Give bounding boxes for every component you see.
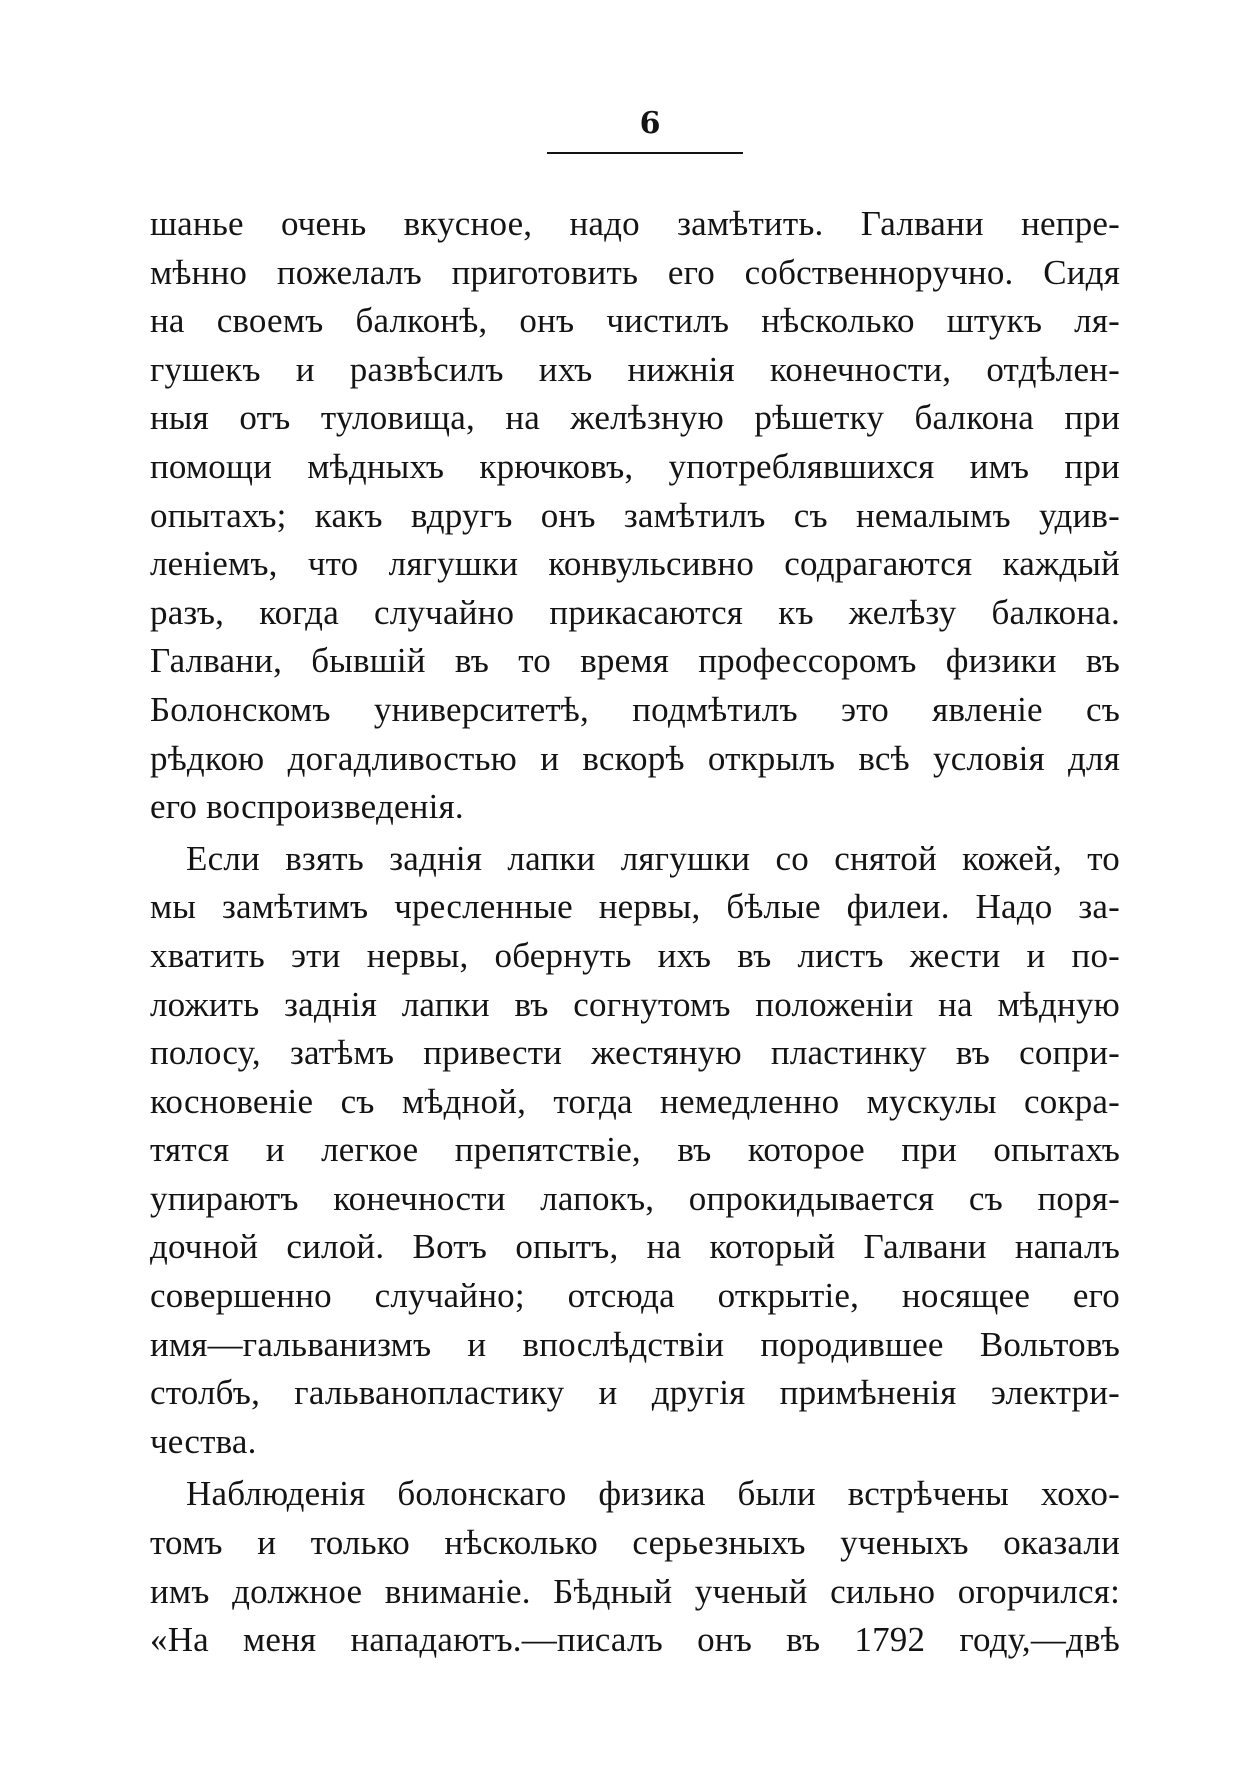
text-line: рѣдкою догадливостью и вскорѣ открылъ всѣ условія для bbox=[150, 738, 1120, 778]
text-line: чества. bbox=[150, 1421, 257, 1461]
text-line: томъ и только нѣсколько серьезныхъ ученыхъ оказали bbox=[150, 1523, 1120, 1563]
text-line: его воспроизведенія. bbox=[150, 787, 464, 827]
text-line: на своемъ балконѣ, онъ чистилъ нѣсколько штукъ ля- bbox=[150, 301, 1120, 341]
text-line: Наблюденія болонскаго физика были встрѣчены хохо- bbox=[186, 1474, 1120, 1514]
text-line: совершенно случайно; отсюда открытіе, носящее его bbox=[150, 1276, 1120, 1316]
text-line: леніемъ, что лягушки конвульсивно содрагаются каждый bbox=[150, 544, 1120, 584]
text-line: «На меня нападаютъ.—писалъ онъ въ 1792 году,—двѣ bbox=[150, 1620, 1120, 1660]
body-text bbox=[150, 200, 1120, 1665]
text-line: гушекъ и развѣсилъ ихъ нижнія конечности, отдѣлен- bbox=[150, 349, 1120, 389]
text-line: ныя отъ туловища, на желѣзную рѣшетку балкона при bbox=[150, 398, 1120, 438]
text-line: ложить заднія лапки въ согнутомъ положеніи на мѣдную bbox=[150, 984, 1120, 1024]
text-line: шанье очень вкусное, надо замѣтить. Галвани непре- bbox=[150, 204, 1120, 243]
text-line: мы замѣтимъ чресленные нервы, бѣлые филеи. Надо за- bbox=[150, 887, 1120, 927]
text-line: имя—гальванизмъ и впослѣдствіи породившее Вольтовъ bbox=[150, 1324, 1120, 1364]
text-line: опытахъ; какъ вдругъ онъ замѣтилъ съ немалымъ удив- bbox=[150, 495, 1120, 535]
text-line: косновеніе съ мѣдной, тогда немедленно мускулы сокра- bbox=[150, 1081, 1120, 1121]
text-line: упираютъ конечности лапокъ, опрокидывается съ поря- bbox=[150, 1178, 1120, 1218]
text-line: хватить эти нервы, обернуть ихъ въ листъ жести и по- bbox=[150, 935, 1120, 975]
text-line: полосу, затѣмъ привести жестяную пластинку въ сопри- bbox=[150, 1033, 1120, 1073]
text-line: разъ, когда случайно прикасаются къ желѣзу балкона. bbox=[150, 592, 1120, 632]
text-line: столбъ, гальванопластику и другія примѣненія электри- bbox=[150, 1373, 1120, 1413]
header-rule bbox=[547, 152, 743, 154]
text-line: Галвани, бывшій въ то время профессоромъ физики въ bbox=[150, 641, 1120, 681]
text-line: Если взять заднія лапки лягушки со снятой кожей, то bbox=[186, 838, 1120, 878]
text-line: тятся и легкое препятствіе, въ которое при опытахъ bbox=[150, 1130, 1120, 1170]
text-line: помощи мѣдныхъ крючковъ, употреблявшихся имъ при bbox=[150, 446, 1120, 486]
text-line: Болонскомъ университетѣ, подмѣтилъ это явленіе съ bbox=[150, 689, 1120, 729]
text-line: мѣнно пожелалъ приготовить его собственноручно. Сидя bbox=[150, 252, 1120, 292]
text-line: дочной силой. Вотъ опытъ, на который Галвани напалъ bbox=[150, 1227, 1120, 1267]
page-number: 6 bbox=[639, 106, 661, 141]
text-line: имъ должное вниманіе. Бѣдный ученый сильно огорчился: bbox=[150, 1571, 1120, 1611]
